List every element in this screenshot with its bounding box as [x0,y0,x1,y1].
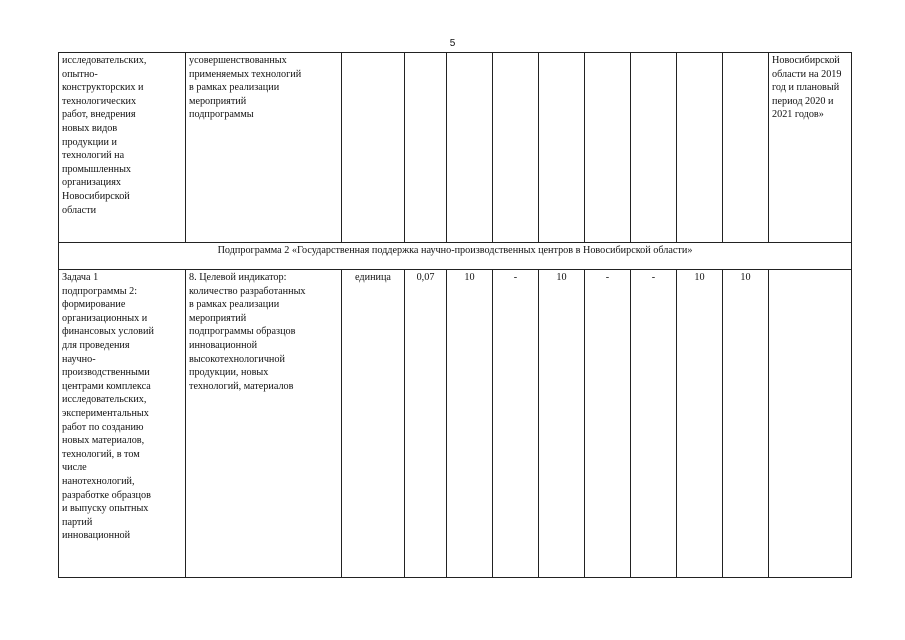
task-description-cell [59,53,186,243]
subprogram-header: Подпрограмма 2 «Государственная поддержка научно-производственных центров в Новосибирской области» [59,243,852,270]
indicator-cell [186,53,342,243]
indicator-cell [186,270,342,578]
indicators-table [58,52,852,578]
value-cell: 10 [677,270,723,578]
note-cell [769,270,852,578]
unit-cell: единица [342,270,405,578]
value-cell [405,53,447,243]
unit-cell [342,53,405,243]
table-row-continuation [59,53,852,243]
value-cell: - [493,270,539,578]
value-cell [447,53,493,243]
value-cell [631,53,677,243]
value-cell [677,53,723,243]
value-cell: 10 [539,270,585,578]
value-cell [723,53,769,243]
note-text: Новосибирской области на 2019 год и плановый период 2020 и 2021 годов» [772,55,842,121]
table-row-subprogram [59,243,852,270]
value-cell: - [631,270,677,578]
value-cell [585,53,631,243]
table-row-task [59,270,852,578]
value-cell: - [585,270,631,578]
value-cell: 10 [723,270,769,578]
note-cell [769,53,852,243]
task-description-text: исследовательских, опытно- конструкторских и технологических работ, внедрения новых видов продукции и технологий на промышленных организациях Новосибирской области [62,55,147,216]
value-cell: 10 [447,270,493,578]
value-cell [539,53,585,243]
value-cell [493,53,539,243]
indicator-text: усовершенствованных применяемых технологий в рамках реализации мероприятий подпрограммы [189,55,302,121]
indicator-text: 8. Целевой индикатор: количество разработанных в рамках реализации мероприятий подпрограммы образцов инновационной высокотехнологичной продукции, новых технологий, материалов [189,272,306,392]
task-description-cell [59,270,186,578]
task-description-text: Задача 1 подпрограммы 2: формирование организационных и финансовых условий для проведения научно- производственными центрами комплекса исследовательских, экспериментальных работ по созданию новых материалов, технологий, в том числе нанотехнологий, разработке образцов и выпуску опытных партий инновационной [62,272,154,542]
page-number: 5 [449,38,456,49]
value-cell: 0,07 [405,270,447,578]
